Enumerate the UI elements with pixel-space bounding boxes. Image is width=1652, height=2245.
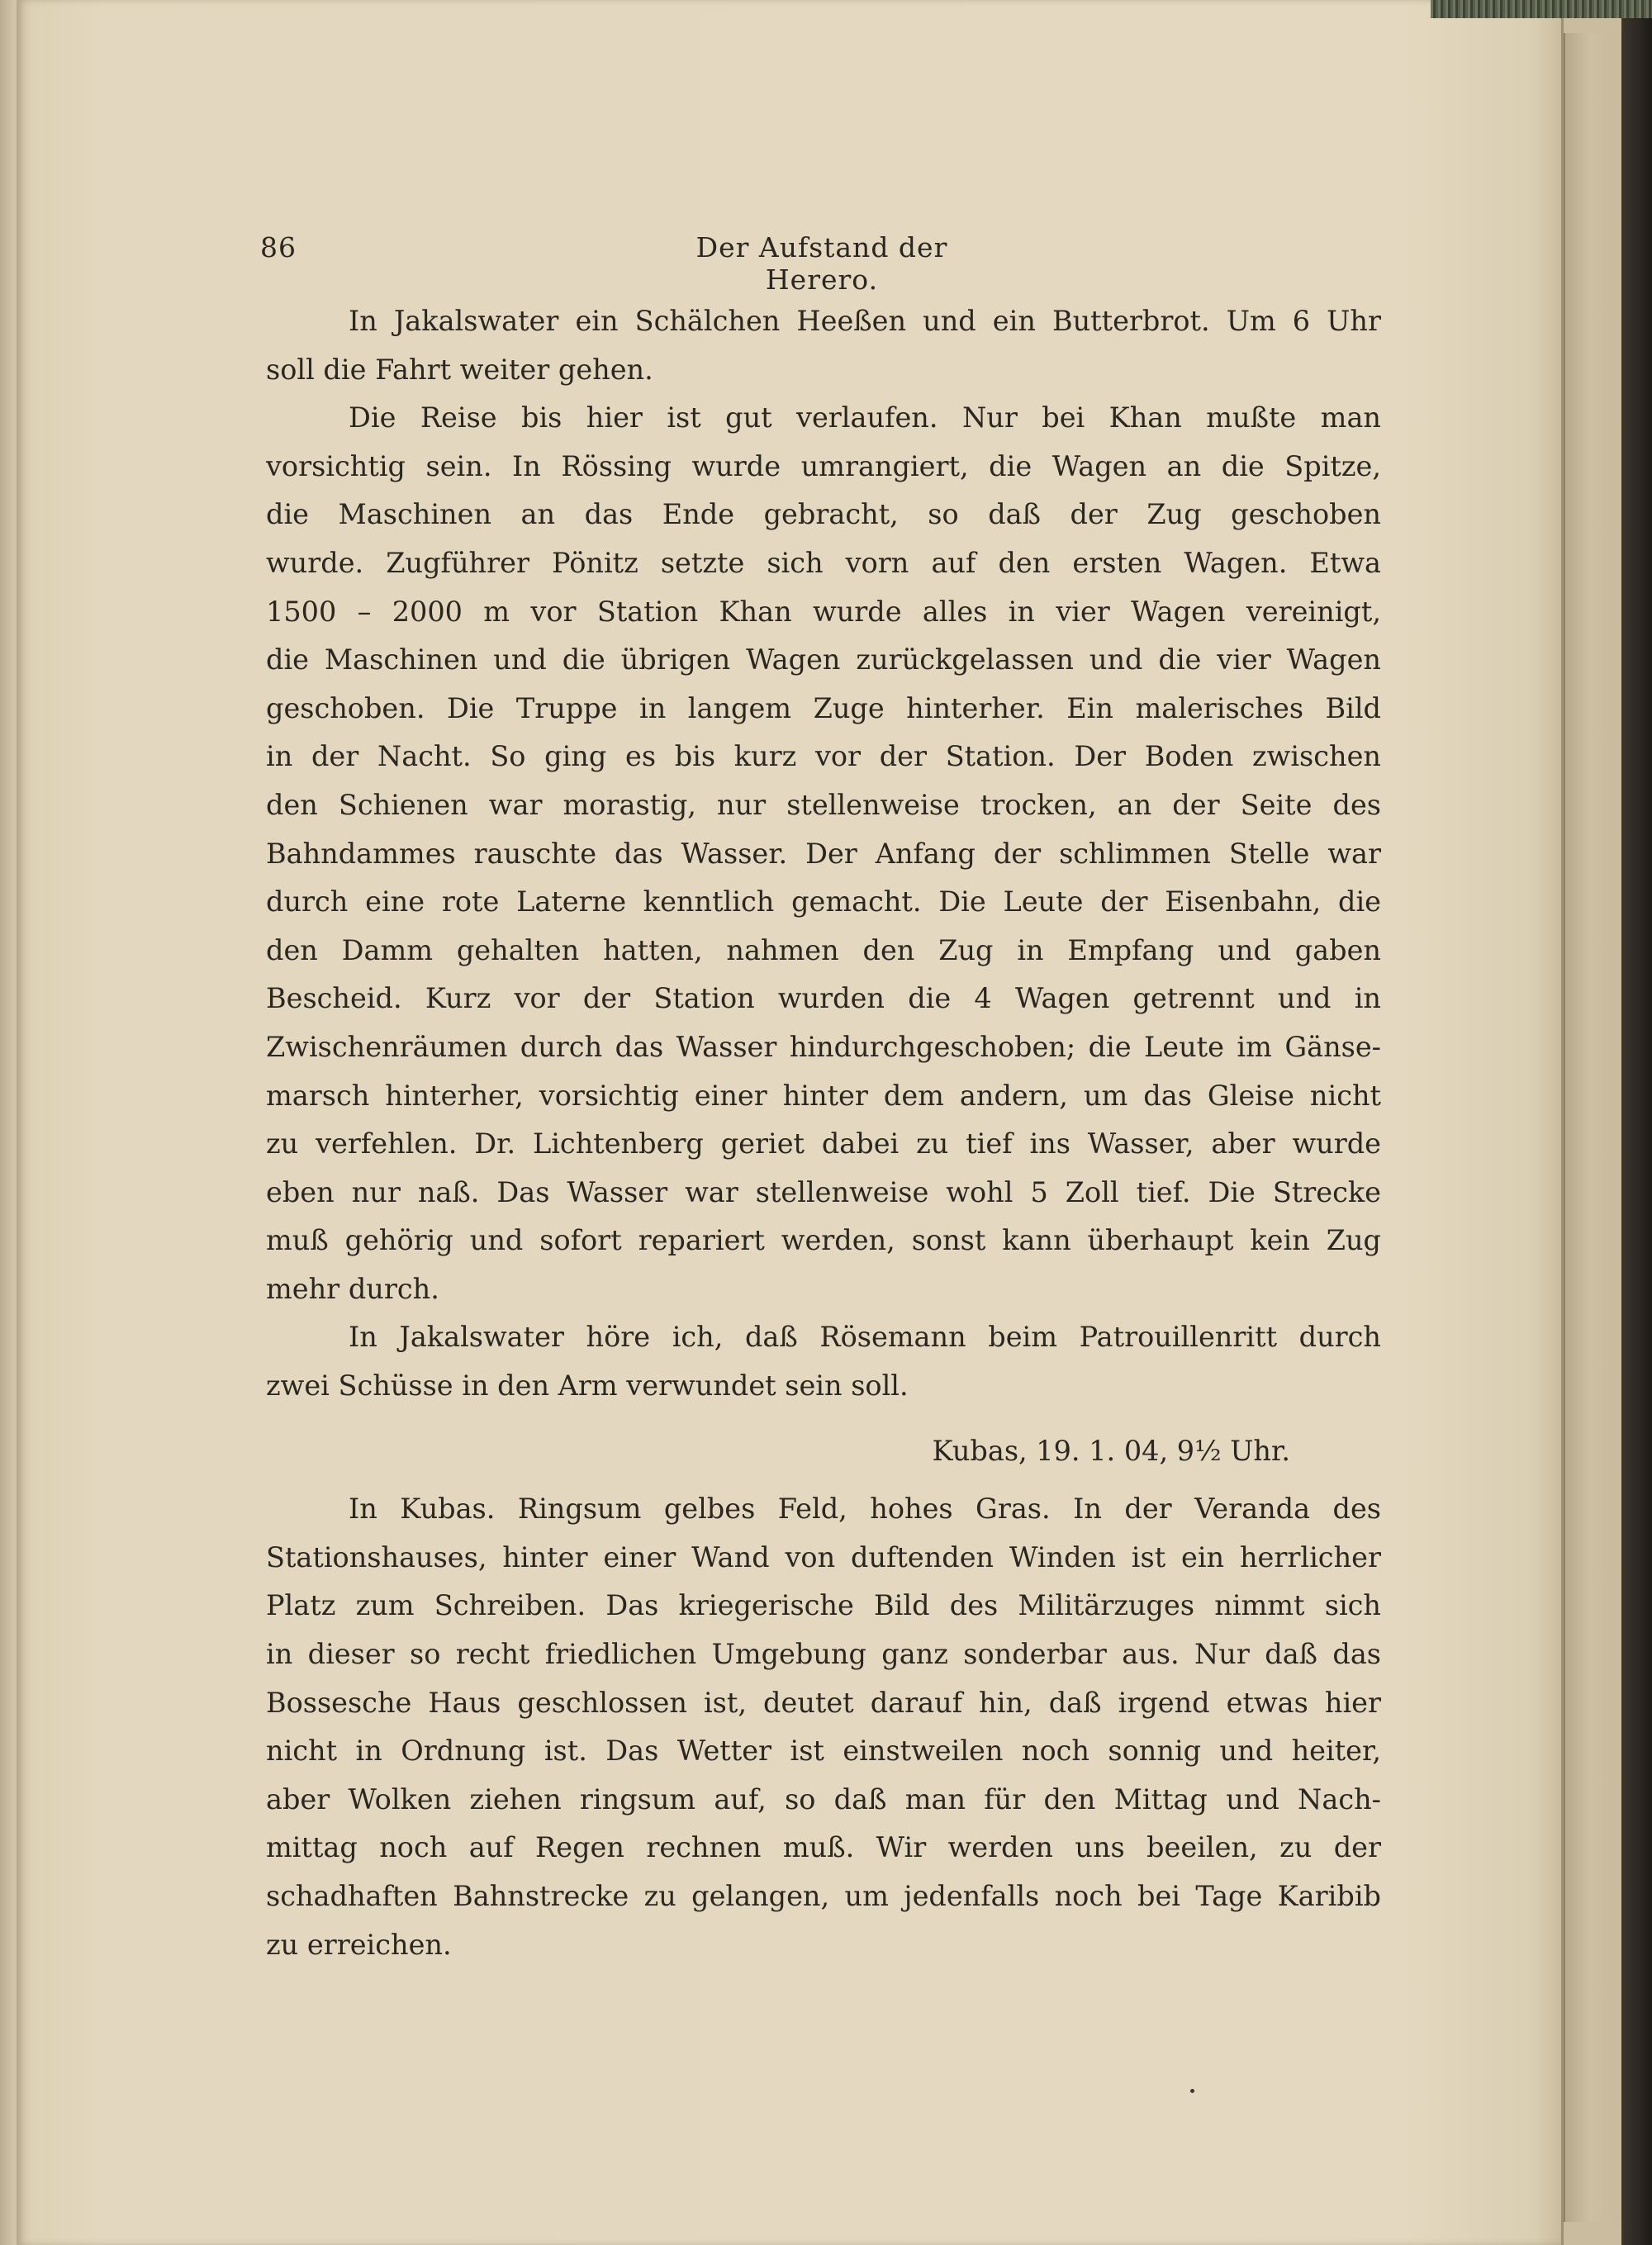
- text-line: marsch hinterher, vorsichtig einer hinter dem andern, um das Gleise nicht: [266, 1079, 1381, 1112]
- text-line: zwei Schüsse in den Arm verwundet sein soll.: [266, 1369, 909, 1403]
- text-line: mehr durch.: [266, 1272, 439, 1305]
- text-line: 1500 – 2000 m vor Station Khan wurde alles in vier Wagen vereinigt,: [266, 595, 1381, 628]
- paragraph: [266, 1313, 1381, 1410]
- text-line: zu erreichen.: [266, 1928, 452, 1961]
- paragraph: [266, 394, 1381, 1313]
- text-line: Stationshauses, hinter einer Wand von duftenden Winden ist ein herrlicher: [266, 1540, 1381, 1573]
- text-line: soll die Fahrt weiter gehen.: [266, 353, 653, 386]
- text-line: nicht in Ordnung ist. Das Wetter ist einstweilen noch sonnig und heiter,: [266, 1735, 1381, 1768]
- book-binding: [1621, 0, 1652, 2245]
- text-line: den Schienen war morastig, nur stellenweise trocken, an der Seite des: [266, 788, 1381, 821]
- text-line: Bescheid. Kurz vor der Station wurden die 4 Wagen getrennt und in: [266, 982, 1381, 1015]
- text-line: die Maschinen an das Ende gebracht, so daß der Zug geschoben: [266, 498, 1381, 531]
- text-line: vorsichtig sein. In Rössing wurde umrangiert, die Wagen an die Spitze,: [266, 449, 1381, 482]
- text-line: den Damm gehalten hatten, nahmen den Zug in Empfang und gaben: [266, 933, 1381, 966]
- text-line: Platz zum Schreiben. Das kriegerische Bild des Militärzuges nimmt sich: [266, 1589, 1381, 1622]
- text-line: wurde. Zugführer Pönitz setzte sich vorn auf den ersten Wagen. Etwa: [266, 546, 1381, 579]
- text-line: die Maschinen und die übrigen Wagen zurückgelassen und die vier Wagen: [266, 643, 1381, 676]
- paragraphs-before-dateline: [266, 297, 1381, 1411]
- paragraph: [266, 1485, 1381, 1969]
- text-line: durch eine rote Laterne kenntlich gemacht. Die Leute der Eisenbahn, die: [266, 885, 1381, 918]
- text-line: In Jakalswater ein Schälchen Heeßen und ein Butterbrot. Um 6 Uhr: [349, 305, 1381, 337]
- text-line: In Jakalswater höre ich, daß Rösemann beim Patrouillenritt durch: [349, 1321, 1381, 1354]
- text-line: muß gehörig und sofort repariert werden, sonst kann überhaupt kein Zug: [266, 1224, 1381, 1257]
- running-title: Der Aufstand der Herero.: [695, 231, 948, 296]
- text-line: zu verfehlen. Dr. Lichtenberg geriet dabei zu tief ins Wasser, aber wurde: [266, 1127, 1381, 1160]
- text-line: geschoben. Die Truppe in langem Zuge hinterher. Ein malerisches Bild: [266, 691, 1381, 724]
- adjacent-page-edge: [1564, 33, 1623, 2222]
- text-line: aber Wolken ziehen ringsum auf, so daß man für den Mittag und Nach-: [266, 1782, 1381, 1815]
- page-header: [260, 225, 1384, 296]
- text-line: Bossesche Haus geschlossen ist, deutet darauf hin, daß irgend etwas hier: [266, 1686, 1381, 1719]
- text-line: In Kubas. Ringsum gelbes Feld, hohes Gras. In der Veranda des: [349, 1493, 1381, 1526]
- dateline: Kubas, 19. 1. 04, 9½ Uhr.: [932, 1434, 1290, 1467]
- text-line: mittag noch auf Regen rechnen muß. Wir werden uns beeilen, zu der: [266, 1831, 1381, 1864]
- text-line: eben nur naß. Das Wasser war stellenweise wohl 5 Zoll tief. Die Strecke: [266, 1175, 1381, 1208]
- page-number: 86: [260, 231, 297, 263]
- text-line: Zwischenräumen durch das Wasser hindurchgeschoben; die Leute im Gänse-: [266, 1030, 1381, 1063]
- body-text: [266, 297, 1381, 1969]
- binding-cloth-strip: [1431, 0, 1652, 18]
- text-line: in dieser so recht friedlichen Umgebung ganz sonderbar aus. Nur daß das: [266, 1638, 1381, 1671]
- paragraph: [266, 297, 1381, 394]
- print-speck: [1190, 2089, 1194, 2093]
- text-line: in der Nacht. So ging es bis kurz vor der Station. Der Boden zwischen: [266, 740, 1381, 773]
- text-line: Die Reise bis hier ist gut verlaufen. Nur bei Khan mußte man: [349, 401, 1381, 434]
- text-line: Bahndammes rauschte das Wasser. Der Anfang der schlimmen Stelle war: [266, 837, 1381, 870]
- text-line: schadhaften Bahnstrecke zu gelangen, um jedenfalls noch bei Tage Karibib: [266, 1880, 1381, 1912]
- paragraphs-after-dateline: [266, 1485, 1381, 1969]
